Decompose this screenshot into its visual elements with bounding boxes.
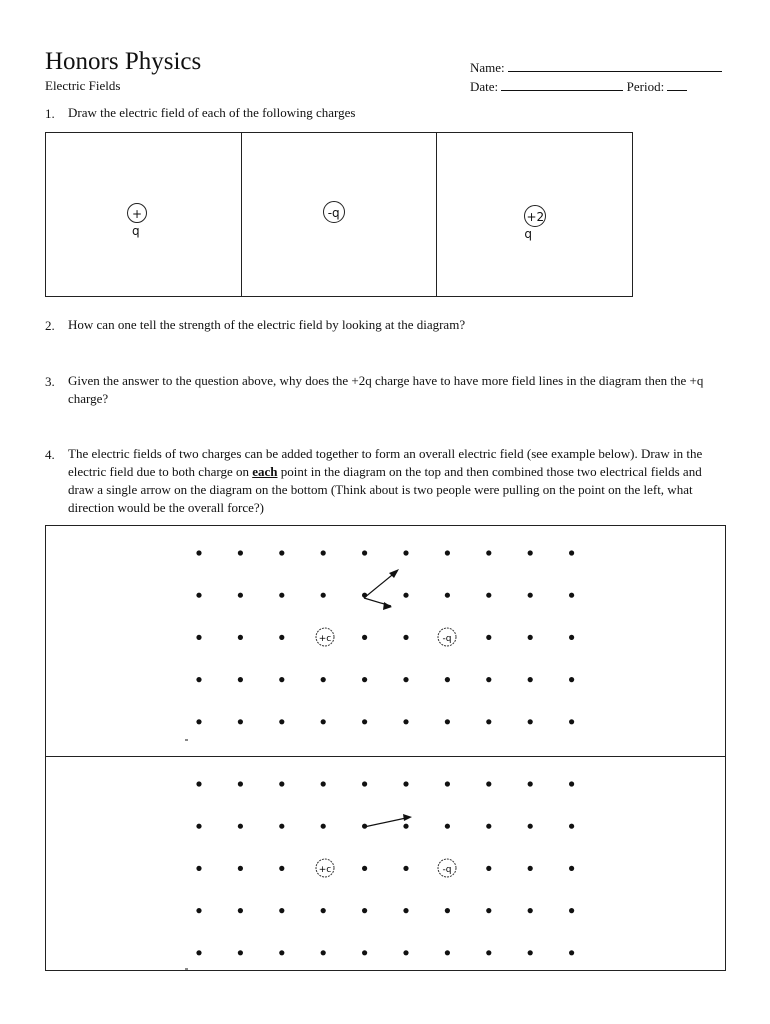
grid-point <box>321 719 326 724</box>
grid-point <box>196 908 201 913</box>
grid-point <box>486 781 491 786</box>
grid-point <box>321 950 326 955</box>
grid-point <box>196 550 201 555</box>
grid-point <box>238 719 243 724</box>
double-positive-charge-icon: +2 <box>524 205 546 227</box>
grid-point <box>403 677 408 682</box>
grid-point <box>279 950 284 955</box>
grid-point <box>486 677 491 682</box>
grid-point <box>528 719 533 724</box>
grid-point <box>362 550 367 555</box>
grid-point <box>238 866 243 871</box>
grid-point <box>528 635 533 640</box>
grid-point <box>196 719 201 724</box>
grid-point <box>403 950 408 955</box>
grid-point <box>238 950 243 955</box>
grid-point <box>403 550 408 555</box>
grid-point <box>279 719 284 724</box>
grid-point <box>321 781 326 786</box>
emphasis-word: each <box>252 464 278 479</box>
grid-point <box>445 677 450 682</box>
grid-point <box>528 550 533 555</box>
grid-point <box>238 550 243 555</box>
page-subtitle: Electric Fields <box>45 78 121 93</box>
grid-point <box>196 593 201 598</box>
grid-point <box>528 824 533 829</box>
grid-point <box>569 719 574 724</box>
grid-point <box>362 908 367 913</box>
grid-point <box>238 824 243 829</box>
grid-point <box>321 593 326 598</box>
question-4-text <box>68 445 728 517</box>
grid-point <box>569 677 574 682</box>
grid-point <box>238 635 243 640</box>
grid-point <box>196 635 201 640</box>
grid-point <box>362 635 367 640</box>
grid-point <box>321 908 326 913</box>
grid-point <box>486 824 491 829</box>
grid-point <box>362 781 367 786</box>
grid-point <box>196 950 201 955</box>
charge-cell-positive <box>46 133 242 296</box>
grid-point <box>279 866 284 871</box>
grid-point <box>445 719 450 724</box>
grid-point <box>403 593 408 598</box>
grid-point <box>486 950 491 955</box>
date-label: Date: <box>470 79 499 94</box>
grid-point <box>445 593 450 598</box>
question-2-number: 2. <box>45 318 55 333</box>
question-4-number: 4. <box>45 447 55 462</box>
grid-point <box>569 824 574 829</box>
grid-point <box>528 908 533 913</box>
name-label: Name: <box>470 60 505 75</box>
grid-point <box>486 866 491 871</box>
grid-point <box>486 908 491 913</box>
period-blank[interactable] <box>667 79 687 91</box>
grid-point <box>569 635 574 640</box>
question-4-text-part: The electric fields of two charges can be added together to form an overall electric field (see example below). Draw in the electric field due to both charge on <box>68 446 703 479</box>
grid-point <box>196 677 201 682</box>
grid-point <box>279 824 284 829</box>
grid-point <box>569 781 574 786</box>
period-label: Period: <box>626 79 665 94</box>
field-vector-arrow <box>364 569 399 610</box>
grid-point <box>279 635 284 640</box>
grid-point <box>528 677 533 682</box>
date-blank[interactable] <box>501 79 623 91</box>
question-1-number: 1. <box>45 106 55 121</box>
grid-point <box>321 550 326 555</box>
grid-point <box>403 635 408 640</box>
grid-point <box>196 781 201 786</box>
grid-point <box>445 781 450 786</box>
charge-label: +c <box>318 634 332 644</box>
grid-point <box>321 677 326 682</box>
grid-point <box>238 908 243 913</box>
grid-point <box>445 950 450 955</box>
grid-point <box>279 677 284 682</box>
grid-point <box>362 677 367 682</box>
grid-point <box>445 550 450 555</box>
grid-point <box>279 908 284 913</box>
question-3-number: 3. <box>45 374 55 389</box>
grid-point <box>569 950 574 955</box>
grid-point <box>445 908 450 913</box>
grid-point <box>445 824 450 829</box>
question-3-text: Given the answer to the question above, why does the +2q charge have to have more field lines in the diagram then the +q charge? <box>68 373 704 406</box>
grid-point <box>403 866 408 871</box>
positive-charge-icon: + <box>127 203 147 223</box>
charge-cell-negative <box>242 133 438 296</box>
charge-cell-double-positive <box>437 133 632 296</box>
dot-diagram-top-svg <box>46 526 727 758</box>
grid-point <box>403 719 408 724</box>
charge-label: q <box>132 224 140 238</box>
charge-label: -q <box>442 634 452 644</box>
grid-point <box>528 593 533 598</box>
grid-point <box>362 950 367 955</box>
grid-point <box>569 908 574 913</box>
grid-point <box>403 824 408 829</box>
grid-point <box>528 781 533 786</box>
question-2-text: How can one tell the strength of the electric field by looking at the diagram? <box>68 317 466 332</box>
grid-point <box>279 781 284 786</box>
page-title: Honors Physics <box>45 48 202 75</box>
grid-point <box>569 866 574 871</box>
grid-point <box>196 824 201 829</box>
grid-point <box>238 677 243 682</box>
dot-diagram-bottom-svg <box>46 757 727 972</box>
dot-diagram-top <box>45 525 726 757</box>
date-period-field <box>470 79 687 95</box>
grid-point <box>569 593 574 598</box>
grid-point <box>403 781 408 786</box>
grid-point <box>321 824 326 829</box>
grid-point <box>403 908 408 913</box>
grid-point <box>569 550 574 555</box>
grid-point <box>279 550 284 555</box>
dot-diagram-bottom <box>45 756 726 971</box>
charge-grid <box>45 132 633 297</box>
grid-point <box>238 593 243 598</box>
grid-point <box>528 950 533 955</box>
grid-point <box>528 866 533 871</box>
charge-label: q <box>524 227 532 241</box>
charge-label: +c <box>318 865 332 875</box>
question-4-text-part: point in the diagram on the top and then combined those two electrical fields and draw a single arrow on the diagram on the bottom (Think about is two people were pulling on the point on the left, what direction would be the overall force?) <box>68 464 702 515</box>
grid-point <box>362 719 367 724</box>
charge-label: -q <box>442 865 452 875</box>
name-field <box>470 60 722 76</box>
grid-point <box>486 593 491 598</box>
grid-point <box>196 866 201 871</box>
name-blank[interactable] <box>508 60 722 72</box>
grid-point <box>486 719 491 724</box>
grid-point <box>486 550 491 555</box>
grid-point <box>279 593 284 598</box>
grid-point <box>238 781 243 786</box>
question-1-text: Draw the electric field of each of the following charges <box>68 105 356 120</box>
negative-charge-icon: -q <box>323 201 345 223</box>
grid-point <box>362 866 367 871</box>
grid-point <box>486 635 491 640</box>
